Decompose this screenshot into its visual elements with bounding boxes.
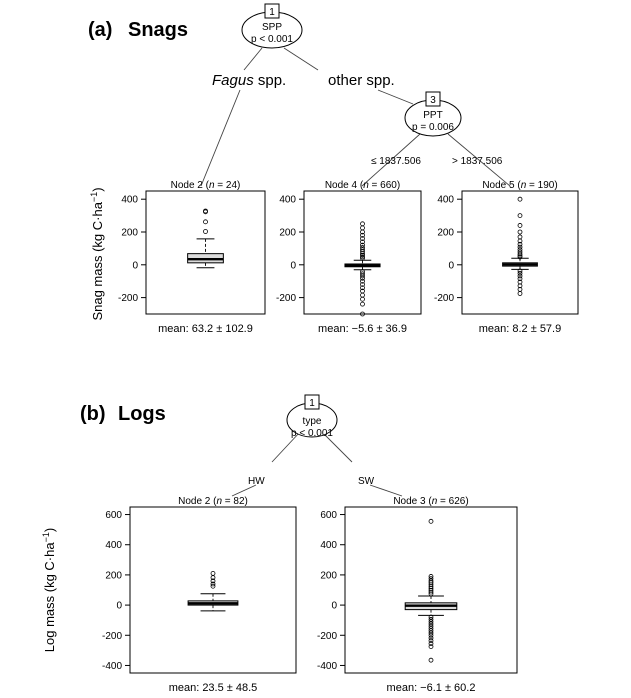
- node-header-post: = 82): [222, 496, 248, 507]
- y-tick-label: 200: [279, 227, 296, 239]
- edge-label-other: other spp.: [328, 72, 395, 89]
- split-node-b1-var: type: [302, 416, 322, 427]
- node-mean: mean: 23.5 ± 48.5: [168, 682, 258, 694]
- y-tick-label: 400: [279, 194, 296, 206]
- panel-b-title: Logs: [118, 403, 166, 425]
- panel-b-logs: [41, 395, 517, 694]
- node-header: [178, 496, 248, 507]
- node-header-n: n: [208, 180, 215, 191]
- terminal-node-2: [317, 496, 517, 694]
- terminal-node-3: [434, 180, 578, 335]
- node-header: [393, 496, 468, 507]
- y-tick-label: 0: [116, 600, 122, 612]
- node-header-pre: Node 3 (: [393, 496, 432, 507]
- node-header-pre: Node 2 (: [170, 180, 209, 191]
- y-tick-label: -400: [101, 660, 122, 672]
- node-header: [325, 180, 400, 191]
- split-node-3-var: PPT: [423, 110, 443, 121]
- split-node-3: [405, 92, 461, 136]
- y-tick-label: 0: [290, 260, 296, 272]
- y-tick-label: 200: [320, 570, 337, 582]
- y-tick-label: -200: [275, 293, 296, 305]
- y-tick-label: 0: [132, 260, 138, 272]
- node-header-post: = 190): [526, 180, 558, 191]
- panel-a-plots: [118, 180, 578, 335]
- y-tick-label: 600: [320, 510, 337, 522]
- edge-label-gt: > 1837.506: [452, 156, 503, 167]
- node-header-n: n: [363, 180, 369, 191]
- panel-a-snags: [88, 4, 578, 335]
- split-node-b1: [287, 395, 337, 439]
- node-header-n: n: [520, 180, 527, 191]
- node-mean: mean: 63.2 ± 102.9: [158, 323, 253, 335]
- split-node-3-id: 3: [430, 95, 436, 106]
- y-tick-label: 200: [121, 227, 138, 239]
- split-node-b1-id: 1: [309, 398, 315, 409]
- node-header-post: = 660): [368, 180, 401, 191]
- plot-frame: [304, 191, 421, 314]
- terminal-node-1: [118, 180, 265, 335]
- y-tick-label: -200: [117, 293, 138, 305]
- y-tick-label: 400: [105, 540, 122, 552]
- node-header-post: = 24): [214, 180, 241, 191]
- split-node-1-var: SPP: [261, 22, 283, 33]
- edge-label-hw: HW: [248, 476, 265, 487]
- y-tick-label: 200: [105, 570, 122, 582]
- y-tick-label: -200: [433, 293, 454, 305]
- terminal-node-1: [102, 496, 296, 694]
- split-node-b1-p: p < 0.001: [291, 428, 333, 439]
- y-tick-label: -200: [316, 630, 337, 642]
- split-node-3-p: p = 0.006: [412, 122, 454, 133]
- node-header-n: n: [431, 496, 438, 507]
- y-tick-label: 400: [320, 540, 337, 552]
- edge-to-node2: [201, 90, 240, 186]
- node-mean: mean: 8.2 ± 57.9: [478, 323, 562, 335]
- panel-b-ylabel: Log mass (kg $C\cdot ha^{-1}$): [41, 527, 57, 653]
- split-node-1: [242, 4, 302, 48]
- panel-a-label: (a): [88, 19, 113, 41]
- y-tick-label: 600: [105, 510, 122, 522]
- edge-root-right: [284, 48, 318, 70]
- panel-b-plots: [102, 496, 517, 694]
- edge-label-sw: SW: [358, 476, 375, 487]
- node-header-pre: Node 2 (: [178, 496, 217, 507]
- panel-a-title: Snags: [128, 19, 189, 41]
- node-header-post: = 626): [437, 496, 469, 507]
- y-tick-label: 400: [437, 194, 454, 206]
- node-header-pre: Node 5 (: [482, 180, 521, 191]
- edge-label-fagus: Fagus spp.: [212, 72, 287, 89]
- split-node-1-p: p < 0.001: [251, 34, 293, 45]
- node-header: [482, 180, 557, 191]
- y-tick-label: -400: [316, 660, 337, 672]
- node-header-pre: Node 4 (: [324, 180, 364, 191]
- edge-root-left: [244, 48, 262, 70]
- plot-frame: [130, 507, 296, 673]
- edge-label-le: ≤ 1837.506: [371, 156, 421, 167]
- node-mean: mean: −5.6 ± 36.9: [318, 323, 407, 335]
- y-tick-label: 200: [437, 227, 454, 239]
- node-header-n: n: [216, 496, 223, 507]
- y-tick-label: 0: [331, 600, 337, 612]
- node-mean: mean: −6.1 ± 60.2: [386, 682, 476, 694]
- y-tick-label: -200: [101, 630, 122, 642]
- node-header: [171, 180, 241, 191]
- split-node-1-id: 1: [269, 7, 275, 18]
- panel-b-label: (b): [80, 403, 106, 425]
- y-tick-label: 400: [121, 194, 138, 206]
- y-tick-label: 0: [448, 260, 454, 272]
- edge-to-node3: [378, 90, 413, 104]
- terminal-node-2: [276, 180, 421, 335]
- edge-b-to-node3: [370, 485, 402, 496]
- panel-a-ylabel: Snag mass (kg $C\cdot ha^{-1}$): [89, 187, 105, 321]
